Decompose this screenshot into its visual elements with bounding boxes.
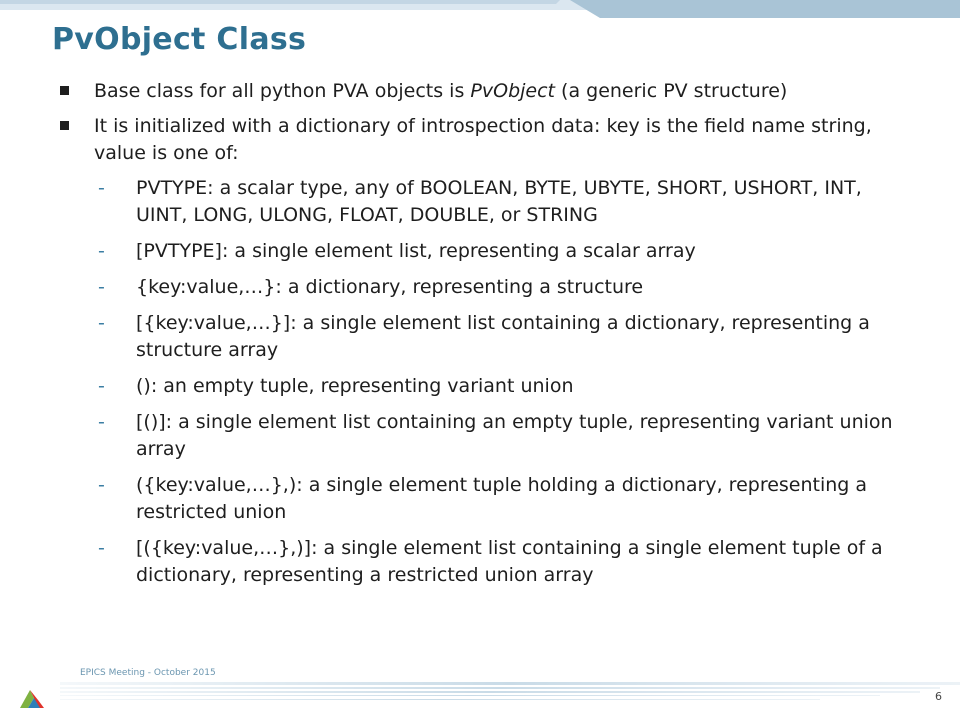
sub-item [60, 409, 940, 463]
sub-item [60, 310, 940, 364]
sub-item [60, 175, 940, 229]
slide-title: PvObject Class [52, 22, 307, 57]
sub-item-text: [{key:value,…}]: a single element list containing a dictionary, representing a structure array [136, 312, 870, 361]
argonne-logo-icon [16, 686, 56, 714]
sub-item [60, 472, 940, 526]
bullet-text-after: (a generic PV structure) [555, 80, 788, 102]
dash-icon: - [98, 312, 105, 334]
page-number: 6 [935, 690, 942, 703]
dash-icon: - [98, 276, 105, 298]
footer-text: EPICS Meeting - October 2015 [80, 668, 216, 678]
dash-icon: - [98, 177, 105, 199]
bullet-item [60, 78, 940, 105]
bullet-item [60, 113, 940, 167]
sub-item-text: {key:value,…}: a dictionary, representing a structure [136, 276, 644, 298]
sub-item-text: [({key:value,…},)]: a single element list containing a single element tuple of a dictionary, representing a restricted union array [136, 537, 883, 586]
sub-item-text: [()]: a single element list containing an empty tuple, representing variant union array [136, 411, 893, 460]
bullet-text-emphasis: PvObject [470, 80, 555, 102]
square-bullet-icon [60, 86, 69, 95]
bullet-text [94, 78, 914, 105]
top-decorative-band [0, 0, 960, 18]
sub-item [60, 238, 940, 265]
sub-item-text: [PVTYPE]: a single element list, representing a scalar array [136, 240, 696, 262]
square-bullet-icon [60, 121, 69, 130]
sub-item [60, 274, 940, 301]
dash-icon: - [98, 375, 105, 397]
slide-body [60, 78, 940, 598]
bullet-text-before: Base class for all python PVA objects is [94, 80, 471, 102]
bullet-text: It is initialized with a dictionary of introspection data: key is the field name string, value is one of: [94, 115, 872, 164]
sub-item [60, 535, 940, 589]
sub-item-text: PVTYPE: a scalar type, any of BOOLEAN, BYTE, UBYTE, SHORT, USHORT, INT, UINT, LONG, ULONG, FLOAT, DOUBLE, or STRING [136, 177, 862, 226]
dash-icon: - [98, 474, 105, 496]
dash-icon: - [98, 240, 105, 262]
sub-item [60, 373, 940, 400]
sub-item-text: (): an empty tuple, representing variant union [136, 375, 574, 397]
sub-item-text: ({key:value,…},): a single element tuple holding a dictionary, representing a restricted union [136, 474, 868, 523]
dash-icon: - [98, 537, 105, 559]
dash-icon: - [98, 411, 105, 433]
